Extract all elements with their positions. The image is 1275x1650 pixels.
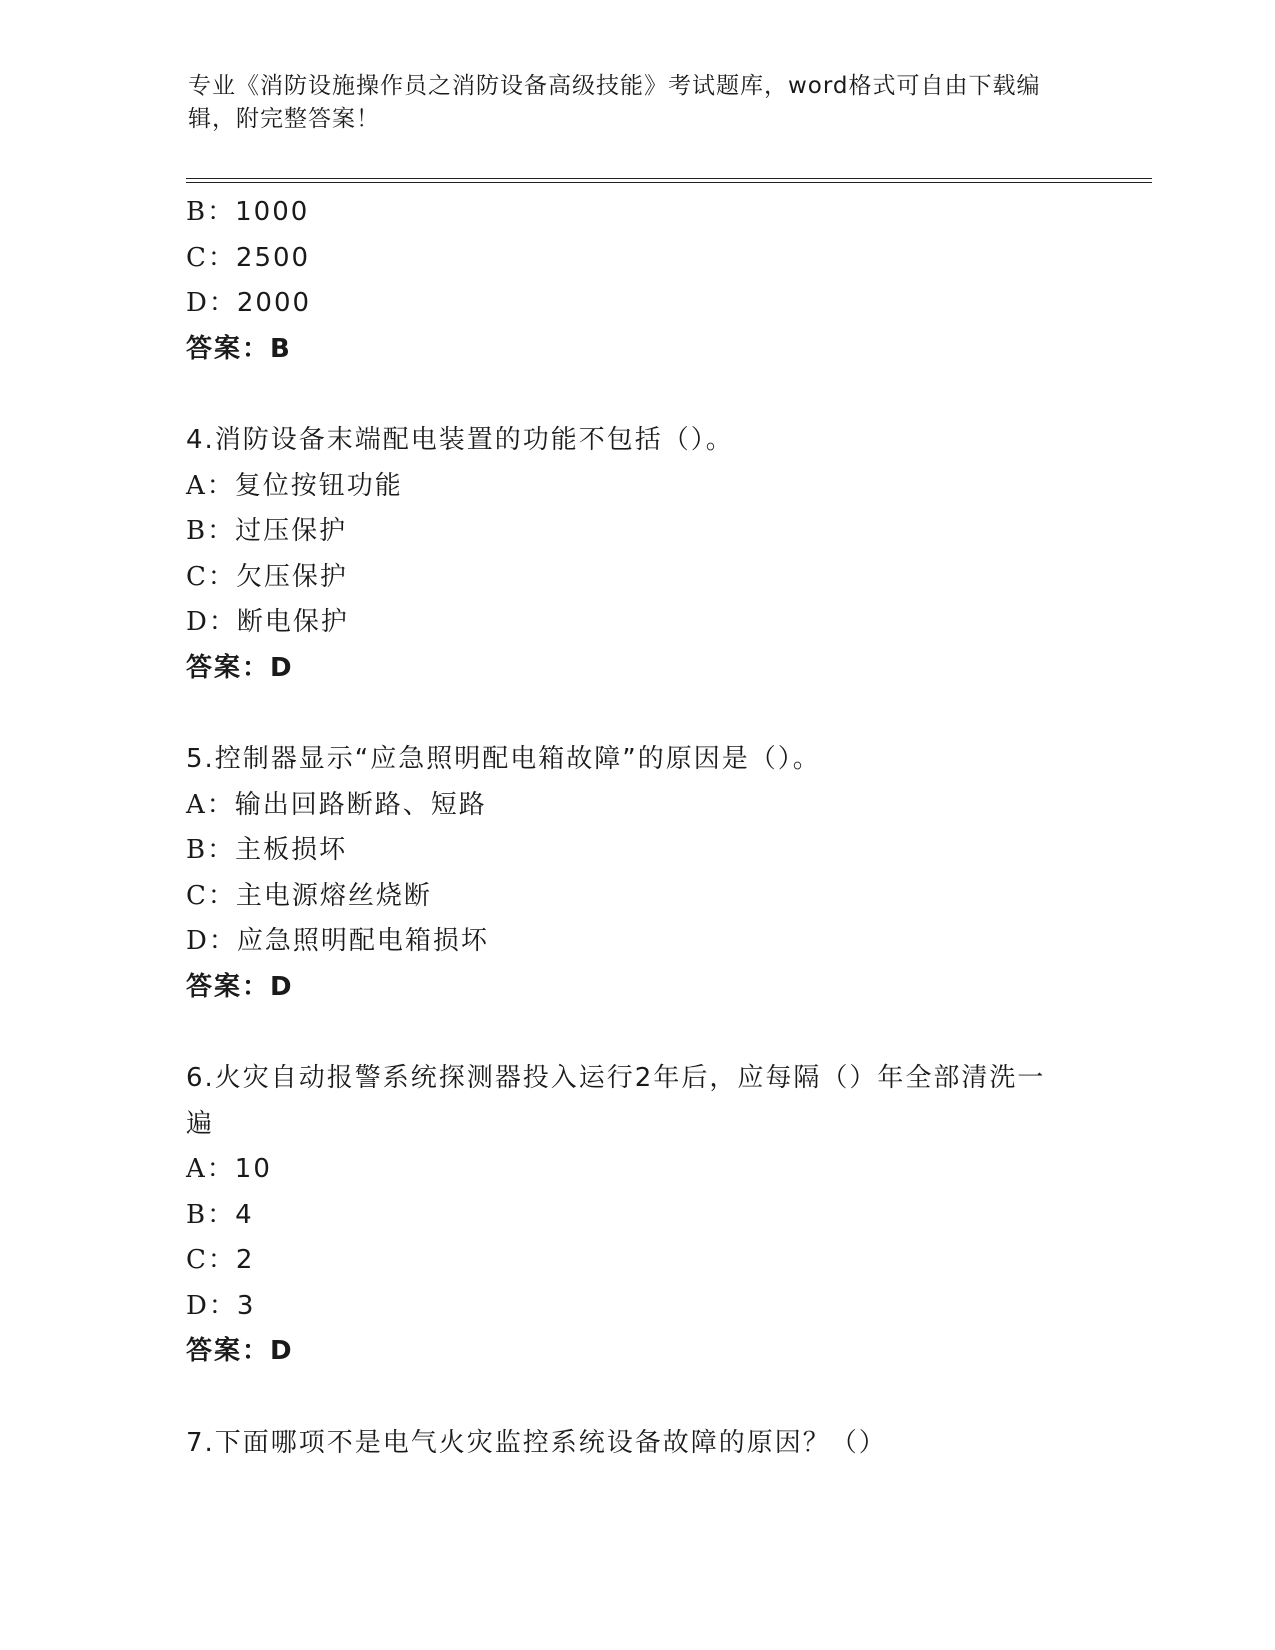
option-d: [186, 281, 1086, 327]
question-5: [186, 737, 1086, 1010]
option-text: 2500: [235, 242, 311, 273]
option-text: 2000: [236, 288, 312, 318]
question-4: [186, 418, 1086, 691]
option-label: D：: [186, 607, 237, 637]
header-divider: [186, 178, 1152, 183]
option-text: 过压保护: [235, 516, 348, 546]
option-c: [186, 874, 1086, 920]
option-label: A：: [186, 470, 235, 501]
option-c: [186, 236, 1086, 282]
option-label: B：: [186, 516, 236, 546]
option-label: D：: [186, 926, 237, 956]
option-text: 主板损坏: [235, 835, 348, 865]
question-stem: 6.火灾自动报警系统探测器投入运行2年后，应每隔（）年全部清洗一遍: [186, 1063, 1046, 1139]
option-a: [186, 783, 1086, 829]
option-text: 10: [234, 1154, 272, 1184]
option-text: 4: [235, 1199, 254, 1230]
option-text: 欠压保护: [235, 561, 348, 592]
question-stem: 5.控制器显示“应急照明配电箱故障”的原因是（）。: [186, 744, 821, 774]
question-list: [186, 190, 1086, 1466]
option-text: 复位按钮功能: [234, 470, 403, 501]
option-text: 1000: [235, 197, 310, 227]
option-label: D：: [186, 1290, 237, 1321]
option-label: A：: [186, 1154, 235, 1184]
document-header: 专业《消防设施操作员之消防设备高级技能》考试题库，word格式可自由下载编辑，附完整答案！: [188, 73, 1041, 132]
option-b: [186, 1193, 1086, 1239]
option-b: [186, 828, 1086, 874]
answer-line: 答案：B: [186, 333, 292, 364]
option-a: [186, 1147, 1086, 1193]
option-label: D：: [186, 288, 237, 318]
option-label: B：: [186, 835, 236, 865]
question-7: [186, 1421, 1086, 1467]
question-stem: 7.下面哪项不是电气火灾监控系统设备故障的原因？（）: [186, 1427, 887, 1458]
option-c: [186, 1238, 1086, 1284]
option-d: [186, 600, 1086, 646]
option-label: C：: [186, 1245, 236, 1275]
option-text: 应急照明配电箱损坏: [236, 926, 489, 956]
question-stem: 4.消防设备末端配电装置的功能不包括（）。: [186, 425, 734, 455]
option-label: C：: [186, 880, 236, 911]
option-text: 3: [236, 1290, 256, 1321]
option-c: [186, 555, 1086, 601]
option-d: [186, 1284, 1086, 1330]
option-text: 主电源熔丝烧断: [235, 880, 432, 911]
option-d: [186, 919, 1086, 965]
question-6: [186, 1056, 1086, 1375]
answer-line: 答案：D: [186, 971, 294, 1002]
question-3-continued: [186, 190, 1086, 372]
option-text: 2: [235, 1245, 255, 1275]
answer-line: 答案：D: [186, 1336, 294, 1366]
option-b: [186, 509, 1086, 555]
option-a: [186, 464, 1086, 510]
option-label: B：: [186, 197, 236, 227]
option-label: A：: [186, 789, 235, 820]
option-label: C：: [186, 561, 236, 592]
answer-line: 答案：D: [186, 652, 294, 683]
option-text: 输出回路断路、短路: [234, 789, 487, 820]
option-label: B：: [186, 1199, 236, 1230]
option-b: [186, 190, 1086, 236]
option-text: 断电保护: [236, 607, 349, 637]
option-label: C：: [186, 242, 236, 273]
